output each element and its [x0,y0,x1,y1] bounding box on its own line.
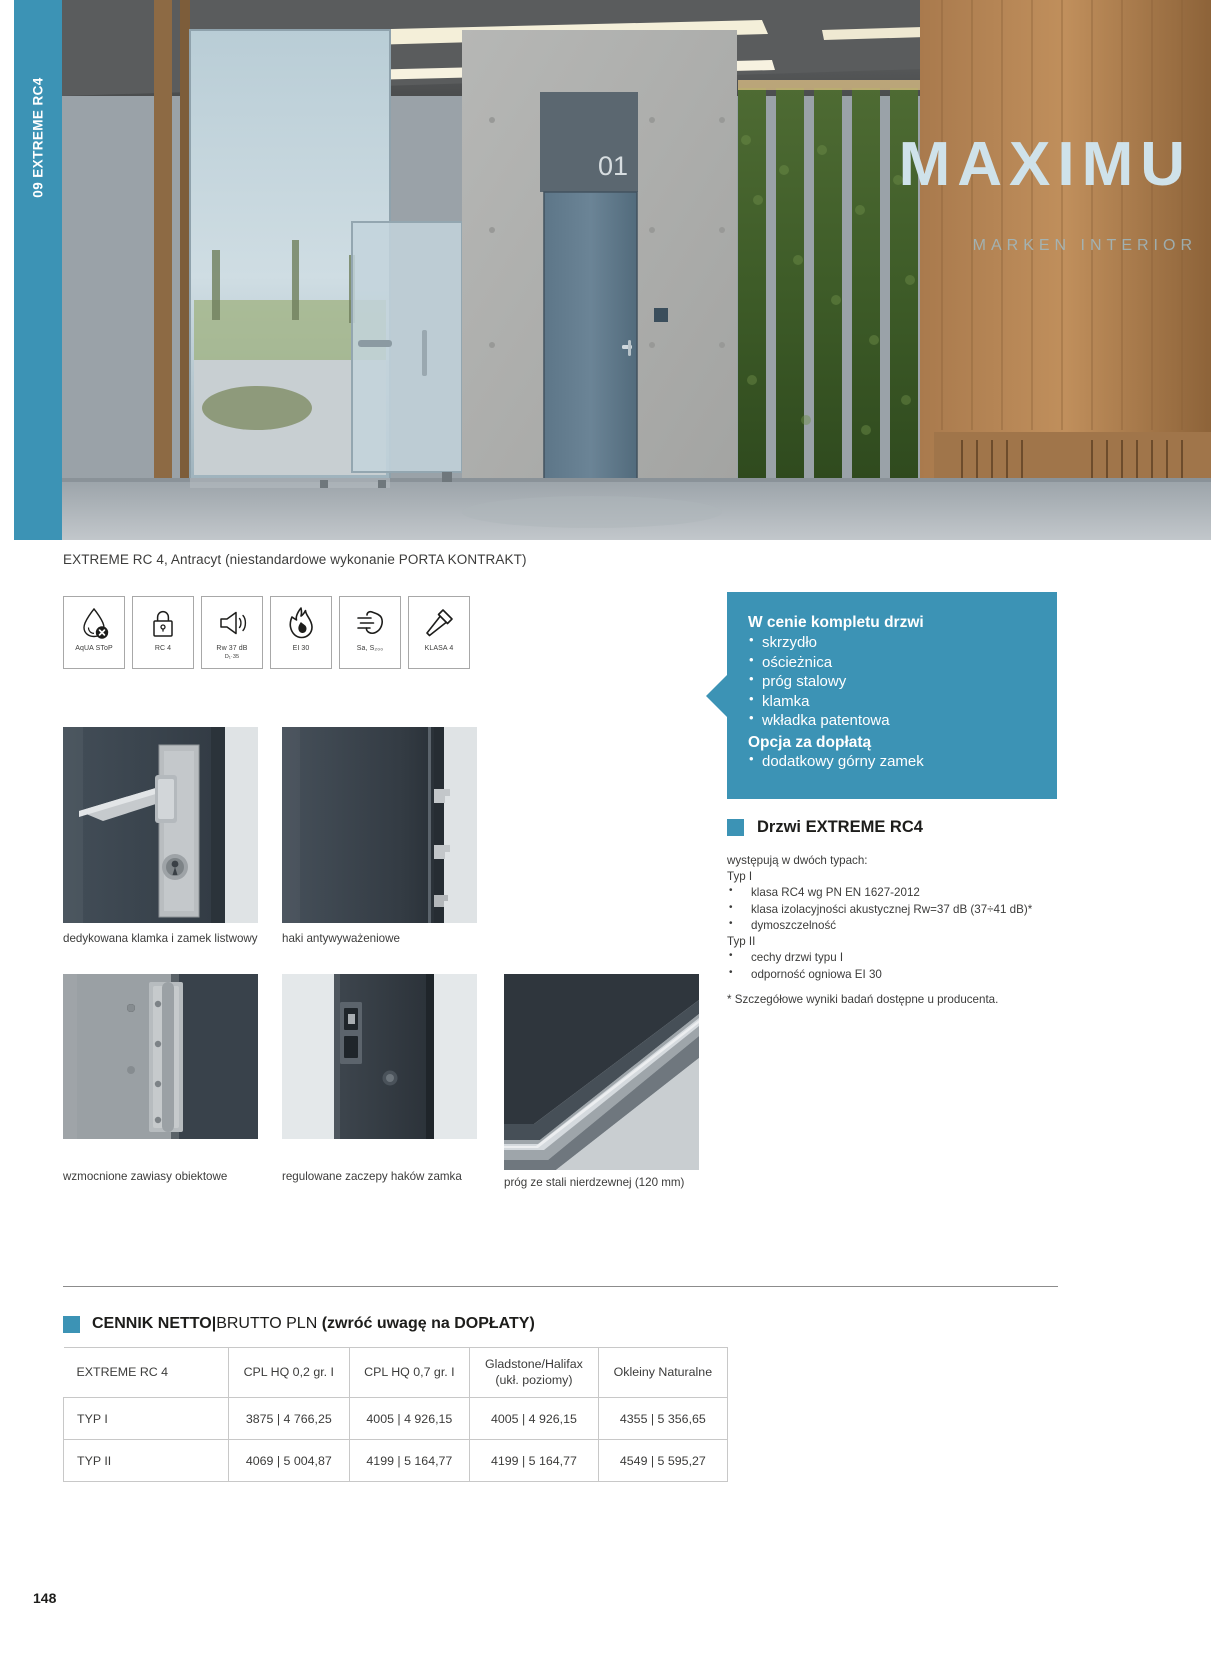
section-divider [63,1286,1058,1287]
spec-item: • cechy drzwi typu I [727,950,1057,966]
table-row [64,1398,728,1440]
feature-icon-rc4 [132,596,194,669]
feature-icon-label [202,645,262,661]
feature-icon-label-sub: D₁·35 [224,654,240,661]
callout-option-item: • dodatkowy górny zamek [748,752,1035,772]
price-table-body [64,1398,728,1482]
spec-type2-list [727,950,1057,982]
thumb-caption-handle-lock: dedykowana klamka i zamek listwowy [63,932,258,945]
feature-icon-acoustic [201,596,263,669]
callout-item: • klamka [748,692,1035,712]
feature-icon-mechanical [408,596,470,669]
smoke-icon [350,603,390,643]
spec-type1-label: Typ I [727,870,753,884]
thumb-hinges [63,974,258,1139]
callout-item: • skrzydło [748,633,1035,653]
spec-item: • odporność ogniowa EI 30 [727,967,1057,983]
callout-item: • wkładka patentowa [748,711,1035,731]
feature-icon-label: Sa, S₂₀₀ [356,645,384,652]
price-cell: 4199 | 5 164,77 [349,1440,470,1482]
feature-icon-label: EI 30 [292,645,310,652]
col-header-gladstone-line2: (ukł. poziomy) [495,1372,573,1387]
table-row [64,1440,728,1482]
table-header-row [64,1348,728,1398]
callout-item: • próg stalowy [748,672,1035,692]
thumb-threshold [504,974,699,1170]
price-cell: 4005 | 4 926,15 [470,1398,599,1440]
bullet-square-icon [63,1316,80,1333]
price-heading-separator: | [211,1315,217,1332]
fire-icon [281,603,321,643]
callout-item: • ościeżnica [748,653,1035,673]
feature-icon-label: AqUA SToP [75,645,113,652]
col-header-product: EXTREME RC 4 [64,1348,229,1398]
spec-item: • klasa RC4 wg PN EN 1627-2012 [727,885,1057,901]
row-label: TYP II [64,1440,229,1482]
svg-text:MAXIMU: MAXIMU [898,130,1192,199]
spec-heading-title: Drzwi EXTREME RC4 [757,818,923,836]
spec-item: • dymoszczelność [727,918,1057,934]
col-header-cpl-02: CPL HQ 0,2 gr. I [229,1348,350,1398]
price-cell: 3875 | 4 766,25 [229,1398,350,1440]
col-header-gladstone-line1: Gladstone/Halifax [485,1357,583,1372]
col-header-gladstone [470,1348,599,1398]
spec-type2-label: Typ II [727,935,756,949]
price-includes-callout [727,592,1057,799]
thumb-caption-anti-lift-hooks: haki antywyważeniowe [282,932,400,945]
feature-icon-label-main: Rw 37 dB [216,645,248,652]
price-heading-regular: BRUTTO PLN [216,1315,318,1332]
feature-icon-label: KLASA 4 [424,645,454,652]
callout-list [748,633,1035,731]
sound-icon [212,603,252,643]
spec-heading [727,818,923,837]
price-list-heading-text [92,1315,535,1333]
price-table [63,1347,728,1482]
thumb-caption-threshold: próg ze stali nierdzewnej (120 mm) [504,1176,685,1189]
svg-text:MARKEN INTERIOR: MARKEN INTERIOR [972,237,1197,254]
feature-icon-smoke [339,596,401,669]
thumb-anti-lift-hooks [282,727,477,923]
price-cell: 4355 | 5 356,65 [598,1398,727,1440]
thumb-handle-lock [63,727,258,923]
thumb-caption-hinges: wzmocnione zawiasy obiektowe [63,1170,228,1183]
row-label: TYP I [64,1398,229,1440]
spec-footnote: * Szczegółowe wyniki badań dostępne u producenta. [727,993,999,1006]
hero-illustration [62,0,1211,540]
hammer-icon [419,603,459,643]
aqua-stop-icon [74,603,114,643]
price-heading-bold-2: (zwróć uwagę na DOPŁATY) [321,1315,535,1332]
lock-icon [143,603,183,643]
spec-type1-list [727,885,1057,934]
callout-option-list [748,752,1035,772]
col-header-cpl-07: CPL HQ 0,7 gr. I [349,1348,470,1398]
hinges-photo [63,974,258,1139]
hero-image [62,0,1211,540]
chapter-side-tab [14,0,62,540]
page-number: 148 [33,1590,57,1606]
handle-lock-photo [63,727,258,923]
price-list-heading [63,1315,535,1333]
hero-caption: EXTREME RC 4, Antracyt (niestandardowe wykonanie PORTA KONTRAKT) [63,552,527,567]
spec-body [727,853,1057,983]
spec-item: • klasa izolacyjności akustycznej Rw=37 dB (37÷41 dB)* [727,902,1057,918]
thumb-hook-strikes [282,974,477,1139]
callout-title: W cenie kompletu drzwi [748,614,924,631]
chapter-side-tab-label: 09 EXTREME RC4 [30,77,46,198]
price-cell: 4005 | 4 926,15 [349,1398,470,1440]
col-header-veneer: Okleiny Naturalne [598,1348,727,1398]
price-table-head [64,1348,728,1398]
price-cell: 4549 | 5 595,27 [598,1440,727,1482]
thumb-caption-hook-strikes: regulowane zaczepy haków zamka [282,1170,462,1183]
feature-icon-fire [270,596,332,669]
callout-option-title: Opcja za dopłatą [748,733,872,751]
spec-intro: występują w dwóch typach: [727,854,868,867]
threshold-photo [504,974,699,1170]
price-heading-bold-1: CENNIK NETTO [92,1315,212,1332]
hook-strikes-photo [282,974,477,1139]
price-cell: 4069 | 5 004,87 [229,1440,350,1482]
feature-icon-label: RC 4 [154,645,172,652]
feature-icon-aqua-stop [63,596,125,669]
svg-text:01: 01 [597,151,629,181]
price-cell: 4199 | 5 164,77 [470,1440,599,1482]
bullet-square-icon [727,819,744,836]
feature-icon-strip [63,596,470,669]
anti-lift-hooks-photo [282,727,477,923]
